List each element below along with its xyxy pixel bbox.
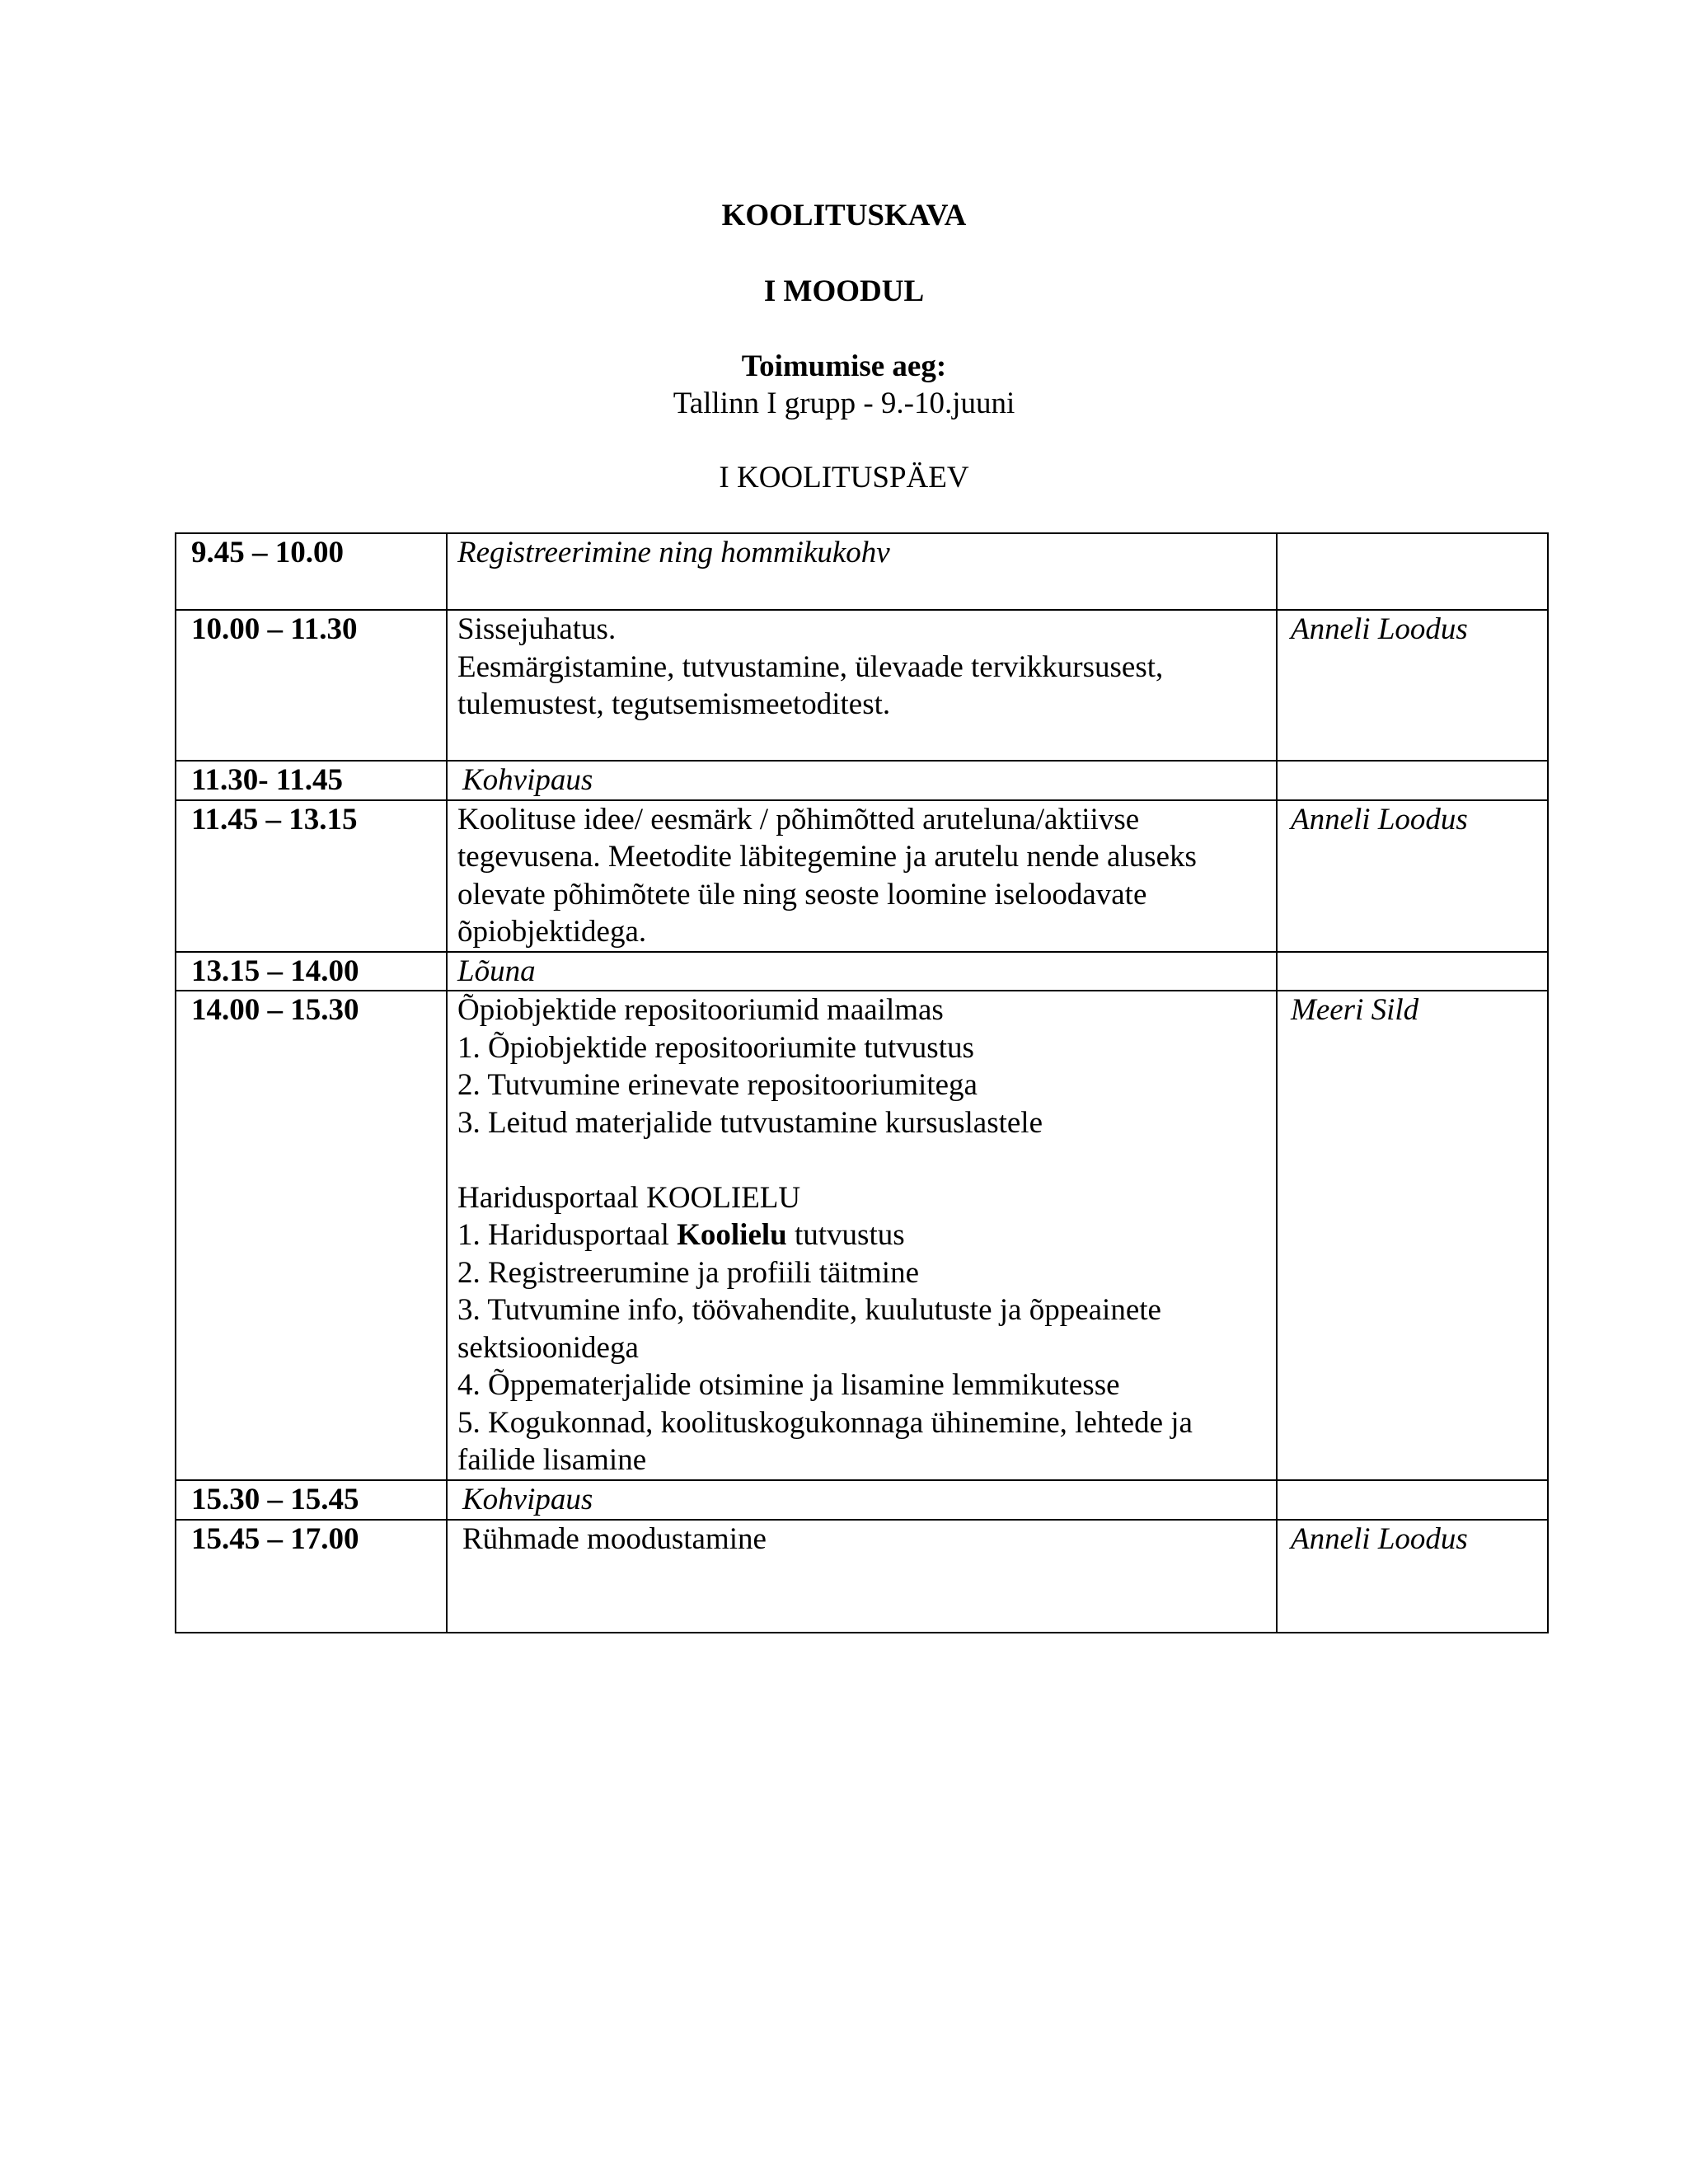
- table-row: [176, 991, 1548, 1480]
- description-line: Haridusportaal KOOLIELU: [457, 1180, 801, 1215]
- description-line: tegevusena. Meetodite läbitegemine ja arutelu nende aluseks: [457, 840, 1197, 874]
- lecturer-cell: Anneli Loodus: [1277, 1520, 1548, 1633]
- description-line: 2. Tutvumine erinevate repositooriumitega: [457, 1068, 978, 1102]
- lecturer-cell: [1277, 952, 1548, 991]
- table-row: [176, 610, 1548, 761]
- description-cell: [447, 1520, 1277, 1633]
- description-line: õpiobjektidega.: [457, 915, 647, 949]
- table-row: [176, 761, 1548, 800]
- activity-title: Kohvipaus: [462, 1483, 593, 1516]
- blank-line: [457, 1141, 1276, 1179]
- description-cell: [447, 610, 1277, 761]
- time-value: Tallinn I grupp - 9.-10.juuni: [673, 387, 1015, 420]
- description-line: 3. Leitud materjalide tutvustamine kursuslastele: [457, 1105, 1043, 1140]
- item-prefix: 1. Haridusportaal: [457, 1218, 678, 1252]
- time-cell: 14.00 – 15.30: [176, 991, 447, 1480]
- item-suffix: tutvustus: [786, 1218, 905, 1252]
- description-line: Koolituse idee/ eesmärk / põhimõtted aruteluna/aktiivse: [457, 802, 1140, 837]
- activity-title: Lõuna: [457, 954, 536, 988]
- description-line: 1. Õpiobjektide repositooriumite tutvustus: [457, 1030, 974, 1065]
- description-line: [457, 1216, 1276, 1254]
- description-line: Õpiobjektide repositooriumid maailmas: [457, 993, 944, 1027]
- description-line: failide lisamine: [457, 1443, 647, 1477]
- portal-name: Koolielu: [677, 1218, 787, 1252]
- document-title: KOOLITUSKAVA: [721, 199, 967, 232]
- time-label: Toimumise aeg:: [741, 349, 947, 383]
- time-cell: 11.45 – 13.15: [176, 800, 447, 952]
- table-row: [176, 1520, 1548, 1633]
- description-cell: [447, 761, 1277, 800]
- table-row: [176, 1480, 1548, 1520]
- description-line: 4. Õppematerjalide otsimine ja lisamine lemmikutesse: [457, 1368, 1120, 1402]
- description-line: Eesmärgistamine, tutvustamine, ülevaade tervikkursusest,: [457, 649, 1164, 684]
- activity-title: Rühmade moodustamine: [462, 1521, 767, 1556]
- lecturer-cell: Anneli Loodus: [1277, 610, 1548, 761]
- description-cell: [447, 991, 1277, 1480]
- time-cell: 10.00 – 11.30: [176, 610, 447, 761]
- time-cell: 15.30 – 15.45: [176, 1480, 447, 1520]
- activity-title: Kohvipaus: [462, 763, 593, 797]
- day-heading: I KOOLITUSPÄEV: [719, 461, 969, 494]
- lecturer-cell: [1277, 533, 1548, 610]
- time-cell: 13.15 – 14.00: [176, 952, 447, 991]
- activity-title: Registreerimine ning hommikukohv: [457, 536, 890, 569]
- time-cell: 15.45 – 17.00: [176, 1520, 447, 1633]
- description-cell: [447, 533, 1277, 610]
- description-line: tulemustest, tegutsemismeetoditest.: [457, 687, 891, 721]
- description-line: 2. Registreerumine ja profiili täitmine: [457, 1255, 919, 1290]
- time-cell: 9.45 – 10.00: [176, 533, 447, 610]
- lecturer-cell: [1277, 1480, 1548, 1520]
- description-cell: [447, 1480, 1277, 1520]
- description-line: sektsioonidega: [457, 1330, 639, 1365]
- lecturer-cell: [1277, 761, 1548, 800]
- table-row: [176, 952, 1548, 991]
- table-row: [176, 800, 1548, 952]
- description-line: olevate põhimõtete üle ning seoste loomine iseloodavate: [457, 877, 1147, 912]
- table-row: [176, 533, 1548, 610]
- time-cell: 11.30- 11.45: [176, 761, 447, 800]
- lecturer-cell: Meeri Sild: [1277, 991, 1548, 1480]
- description-line: 5. Kogukonnad, koolituskogukonnaga ühinemine, lehtede ja: [457, 1405, 1193, 1440]
- description-line: Sissejuhatus.: [457, 612, 617, 646]
- schedule-table: [175, 532, 1549, 1633]
- lecturer-cell: Anneli Loodus: [1277, 800, 1548, 952]
- description-cell: [447, 952, 1277, 991]
- description-cell: [447, 800, 1277, 952]
- module-heading: I MOODUL: [763, 274, 925, 308]
- description-line: 3. Tutvumine info, töövahendite, kuulutuste ja õppeainete: [457, 1293, 1161, 1327]
